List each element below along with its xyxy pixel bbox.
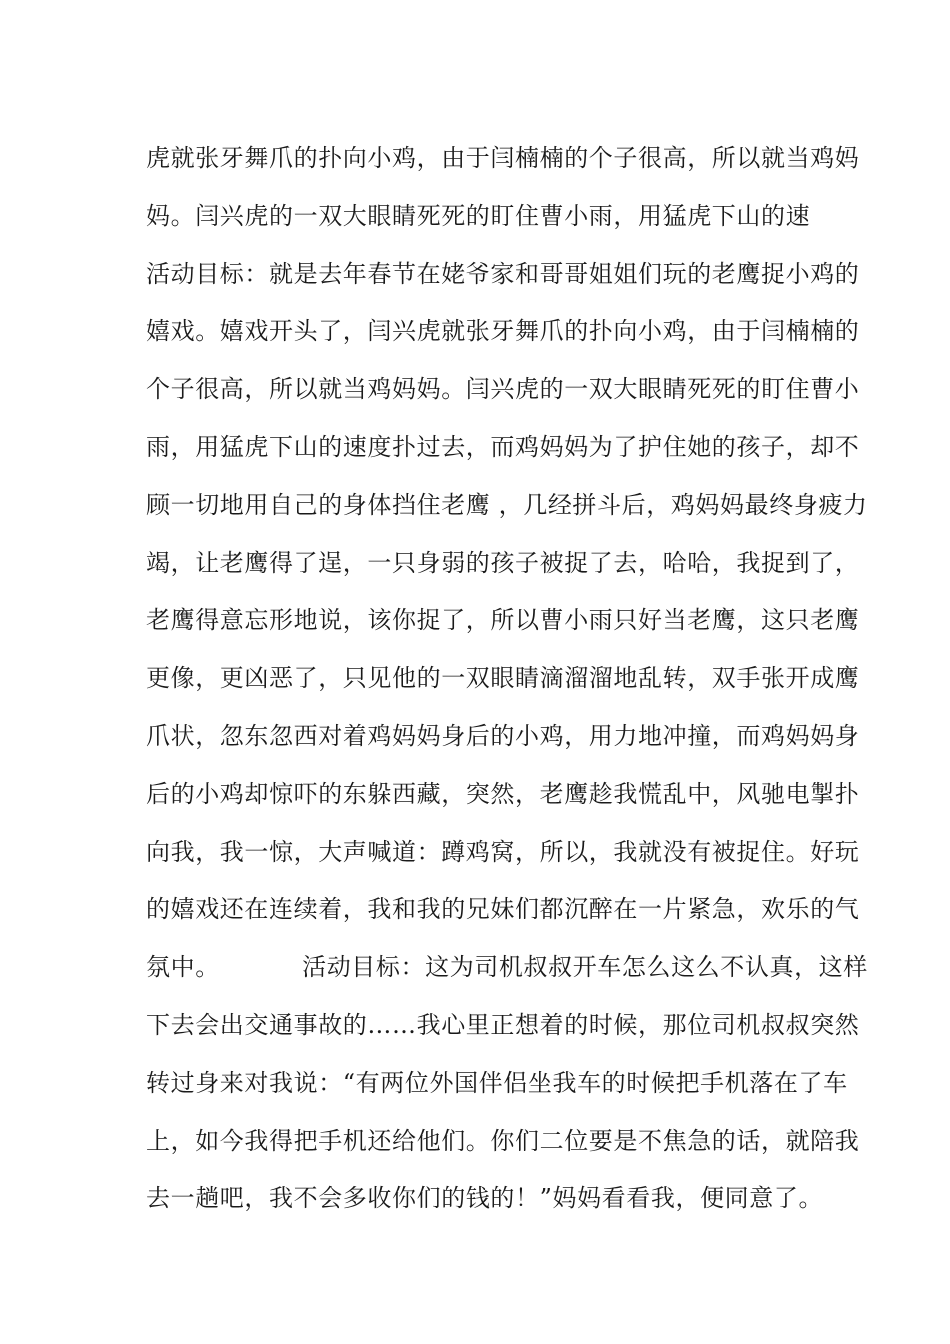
text-line: 妈。闫兴虎的一双大眼睛死死的盯住曹小雨，用猛虎下山的速 (146, 201, 811, 230)
text-line: 竭，让老鹰得了逞，一只身弱的孩子被捉了去，哈哈，我捉到了， (146, 548, 860, 577)
text-line: 转过身来对我说：“有两位外国伴侣坐我车的时候把手机落在了车 (146, 1068, 848, 1097)
text-line: 向我，我一惊，大声喊道：蹲鸡窝，所以，我就没有被捉住。好玩 (146, 837, 860, 866)
text-line: 去一趟吧，我不会多收你们的钱的！”妈妈看看我，便同意了。 (146, 1184, 824, 1213)
body-text (146, 130, 868, 1228)
text-line: 上，如今我得把手机还给他们。你们二位要是不焦急的话，就陪我 (146, 1126, 860, 1155)
text-line: 活动目标：就是去年春节在姥爷家和哥哥姐姐们玩的老鹰捉小鸡的 (146, 259, 860, 288)
text-line: 氛中。 活动目标：这为司机叔叔开车怎么这么不认真，这样 (146, 953, 868, 982)
text-line: 嬉戏。嬉戏开头了，闫兴虎就张牙舞爪的扑向小鸡，由于闫楠楠的 (146, 317, 860, 346)
text-line: 爪状，忽东忽西对着鸡妈妈身后的小鸡，用力地冲撞，而鸡妈妈身 (146, 721, 860, 750)
text-line: 更像，更凶恶了，只见他的一双眼睛滴溜溜地乱转，双手张开成鹰 (146, 664, 860, 693)
text-line: 顾一切地用自己的身体挡住老鹰 ，几经拼斗后，鸡妈妈最终身疲力 (146, 490, 868, 519)
text-line: 老鹰得意忘形地说，该你捉了，所以曹小雨只好当老鹰，这只老鹰 (146, 606, 860, 635)
text-line: 下去会出交通事故的……我心里正想着的时候，那位司机叔叔突然 (146, 1010, 860, 1039)
text-line: 的嬉戏还在连续着，我和我的兄妹们都沉醉在一片紧急，欢乐的气 (146, 895, 860, 924)
text-line: 个子很高，所以就当鸡妈妈。闫兴虎的一双大眼睛死死的盯住曹小 (146, 375, 860, 404)
text-line: 后的小鸡却惊吓的东躲西藏，突然，老鹰趁我慌乱中，风驰电掣扑 (146, 779, 860, 808)
text-line: 雨，用猛虎下山的速度扑过去，而鸡妈妈为了护住她的孩子，却不 (146, 432, 860, 461)
text-line: 虎就张牙舞爪的扑向小鸡，由于闫楠楠的个子很高，所以就当鸡妈 (146, 144, 860, 172)
